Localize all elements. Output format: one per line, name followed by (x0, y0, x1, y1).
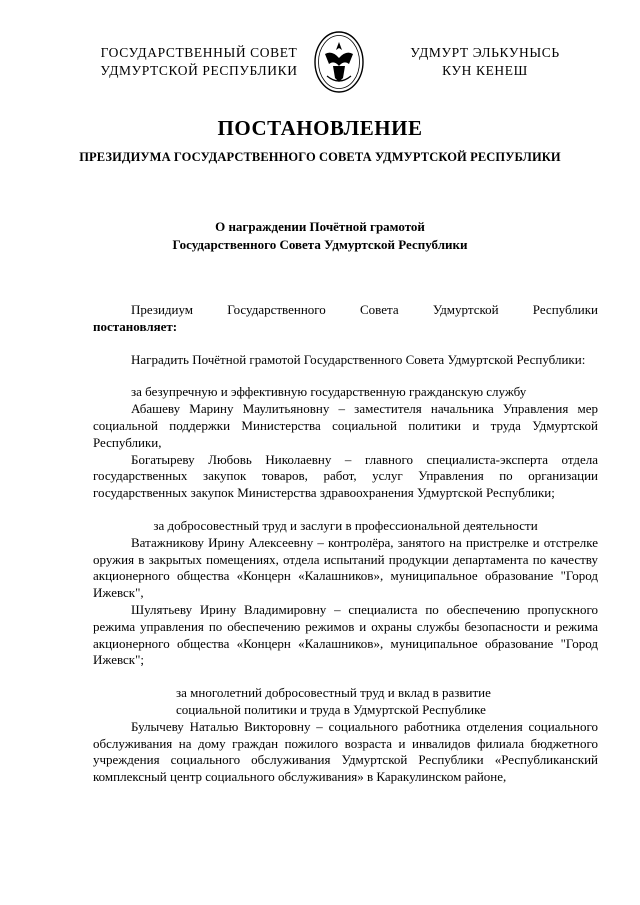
header-left (99, 44, 299, 80)
group3-heading-line2: социальной политики и труда в Удмуртской Республике (176, 701, 486, 717)
presidium-word: Президиум (131, 302, 194, 317)
awardee-item: Шулятьеву Ирину Владимировну – специалиста по обеспечению пропускного режима управления по обеспечению режимов и охраны службы безопасности и режима акционерного общества «Концерн «Калашников», муниципальное образование "Город Ижевск"; (93, 601, 598, 668)
coat-of-arms-icon (313, 30, 365, 94)
resolution-subject-line1: О награждении Почётной грамотой (215, 219, 425, 234)
group1-heading: за безупречную и эффективную государственную гражданскую службу (131, 384, 527, 400)
awardee-item: Ватажникову Ирину Алексеевну – контролёра, занятого на пристрелке и отстрелке оружия в закрытых помещениях, отдела испытаний продукции департамента по качеству акционерного общества «Концерн «Калашников», муниципальное образование "Город Ижевск", (93, 534, 598, 601)
group3-heading-line1: за многолетний добросовестный труд и вклад в развитие (176, 685, 491, 701)
document-title: ПОСТАНОВЛЕНИЕ (217, 116, 423, 140)
document-subtitle: ПРЕЗИДИУМА ГОСУДАРСТВЕННОГО СОВЕТА УДМУРТСКОЙ РЕСПУБЛИКИ (79, 150, 561, 164)
header-right-line1: УДМУРТ ЭЛЬКУНЫСЬ (410, 45, 560, 60)
awardee-item: Абашеву Марину Маулитьяновну – заместителя начальника Управления мер социальной поддержки Министерства социальной политики и труда Удмуртской Республики, (93, 401, 598, 450)
resolution-subject (0, 218, 640, 254)
presidium-word: Государственного (227, 302, 326, 317)
resolution-body (93, 302, 598, 786)
awardee-item: Богатыреву Любовь Николаевну – главного специалиста-эксперта отдела государственных закупок товаров, работ, услуг Управления по организации государственных закупок Министерства здравоохранения Удмуртской Республики; (93, 451, 598, 501)
header-left-line1: ГОСУДАРСТВЕННЫЙ СОВЕТ (100, 45, 298, 60)
resolves-label (93, 319, 598, 336)
resolves-text: постановляет: (93, 318, 178, 334)
header-right (385, 44, 585, 80)
presidium-word: Удмуртской (432, 302, 499, 317)
presidium-word: Республики (532, 302, 598, 317)
award-intro: Наградить Почётной грамотой Государственного Совета Удмуртской Республики: (131, 351, 586, 367)
presidium-line (93, 302, 598, 319)
header-right-line2: КУН КЕНЕШ (442, 63, 528, 78)
presidium-word: Совета (360, 302, 399, 317)
resolution-subject-line2: Государственного Совета Удмуртской Республики (172, 237, 468, 252)
awardee-item: Булычеву Наталью Викторовну – социального работника отделения социального обслуживания на дому граждан пожилого возраста и инвалидов филиала бюджетного учреждения социального обслуживания Удмуртской Республики «Республиканский комплексный центр социального обслуживания» в Каракулинском районе, (93, 718, 598, 785)
group2-heading: за добросовестный труд и заслуги в профессиональной деятельности (153, 517, 538, 533)
header-left-line2: УДМУРТСКОЙ РЕСПУБЛИКИ (100, 63, 298, 78)
